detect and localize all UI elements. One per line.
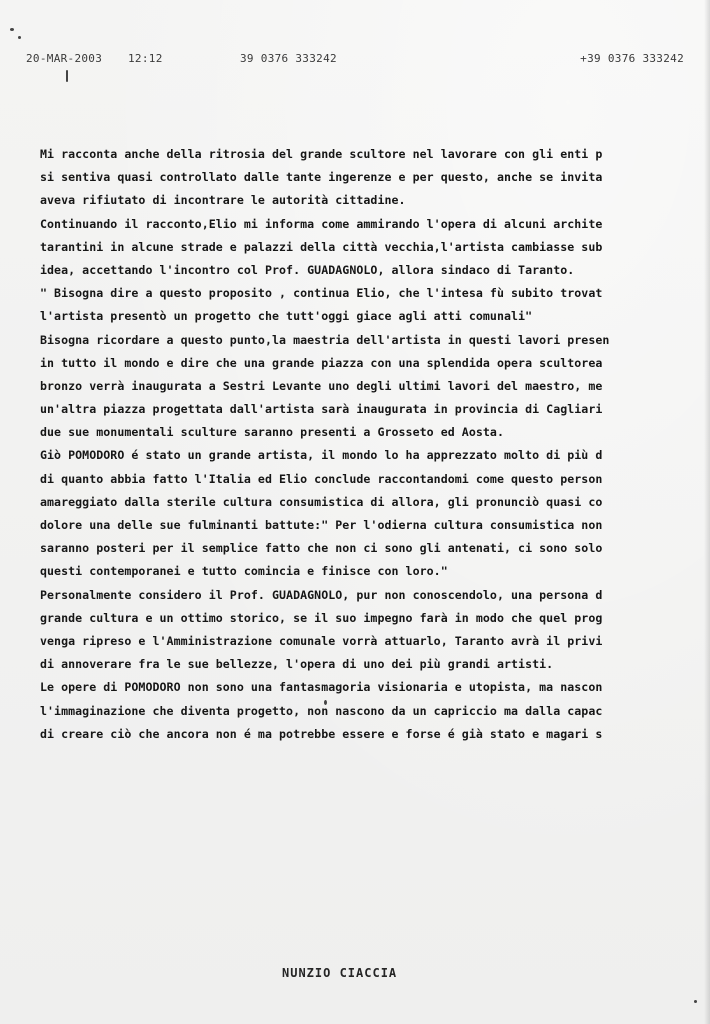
text-line: di annoverare fra le sue bellezze, l'opera di uno dei più grandi artisti. — [40, 657, 554, 672]
fax-transmission-header — [26, 52, 696, 70]
text-line: si sentiva quasi controllato dalle tante ingerenze e per questo, anche se invita — [40, 170, 603, 185]
text-line: bronzo verrà inaugurata a Sestri Levante uno degli ultimi lavori del maestro, me — [40, 378, 603, 393]
text-line: saranno posteri per il semplice fatto che non ci sono gli antenati, ci sono solo — [40, 541, 603, 556]
text-line: due sue monumentali sculture saranno presenti a Grosseto ed Aosta. — [40, 425, 504, 440]
text-line: questi contemporanei e tutto comincia e finisce con loro." — [40, 564, 448, 579]
scan-speck — [66, 70, 68, 82]
text-line: Personalmente considero il Prof. GUADAGNOLO, pur non conoscendolo, una persona d — [40, 587, 603, 602]
fax-date: 20-MAR-2003 — [26, 52, 103, 65]
text-line: " Bisogna dire a questo proposito , continua Elio, che l'intesa fù subito trovat — [40, 286, 603, 301]
scan-speck — [18, 36, 21, 39]
text-line: di quanto abbia fatto l'Italia ed Elio conclude raccontandomi come questo person — [40, 471, 603, 486]
text-line: tarantini in alcune strade e palazzi della città vecchia,l'artista cambiasse sub — [40, 239, 603, 254]
fax-sender-number-right: +39 0376 333242 — [580, 52, 684, 65]
author-signature: NUNZIO CIACCIA — [282, 966, 398, 980]
fax-time: 12:12 — [128, 52, 163, 65]
text-line: Giò POMODORO é stato un grande artista, il mondo lo ha apprezzato molto di più d — [40, 448, 603, 463]
text-line: un'altra piazza progettata dall'artista sarà inaugurata in provincia di Cagliari — [40, 402, 603, 417]
text-line: l'immaginazione che diventa progetto, non nascono da un capriccio ma dalla capac — [40, 703, 603, 718]
text-line: idea, accettando l'incontro col Prof. GUADAGNOLO, allora sindaco di Taranto. — [40, 262, 575, 277]
text-line: Bisogna ricordare a questo punto,la maestria dell'artista in questi lavori presen — [40, 332, 610, 347]
scan-speck — [10, 28, 14, 31]
letter-body — [40, 143, 708, 746]
text-line: amareggiato dalla sterile cultura consumistica di allora, gli pronunciò quasi co — [40, 494, 603, 509]
text-line: l'artista presentò un progetto che tutt'oggi giace agli atti comunali" — [40, 309, 533, 324]
text-line: di creare ciò che ancora non é ma potrebbe essere e forse é già stato e magari s — [40, 726, 603, 741]
text-line: in tutto il mondo e dire che una grande piazza con una splendida opera scultorea — [40, 355, 603, 370]
text-line: aveva rifiutato di incontrare le autorità cittadine. — [40, 193, 406, 208]
page-edge-shadow — [704, 0, 710, 1024]
text-line: Mi racconta anche della ritrosia del grande scultore nel lavorare con gli enti p — [40, 147, 603, 161]
text-line: Le opere di POMODORO non sono una fantasmagoria visionaria e utopista, ma nascon — [40, 680, 603, 695]
text-line: Continuando il racconto,Elio mi informa come ammirando l'opera di alcuni archite — [40, 216, 603, 231]
text-line: dolore una delle sue fulminanti battute:" Per l'odierna cultura consumistica non — [40, 518, 603, 532]
text-line: grande cultura e un ottimo storico, se il suo impegno farà in modo che quel prog — [40, 610, 603, 625]
scan-speck — [694, 1000, 697, 1003]
fax-sender-number: 39 0376 333242 — [240, 52, 337, 65]
text-line: venga ripreso e l'Amministrazione comunale vorrà attuarlo, Taranto avrà il privi — [40, 633, 603, 648]
